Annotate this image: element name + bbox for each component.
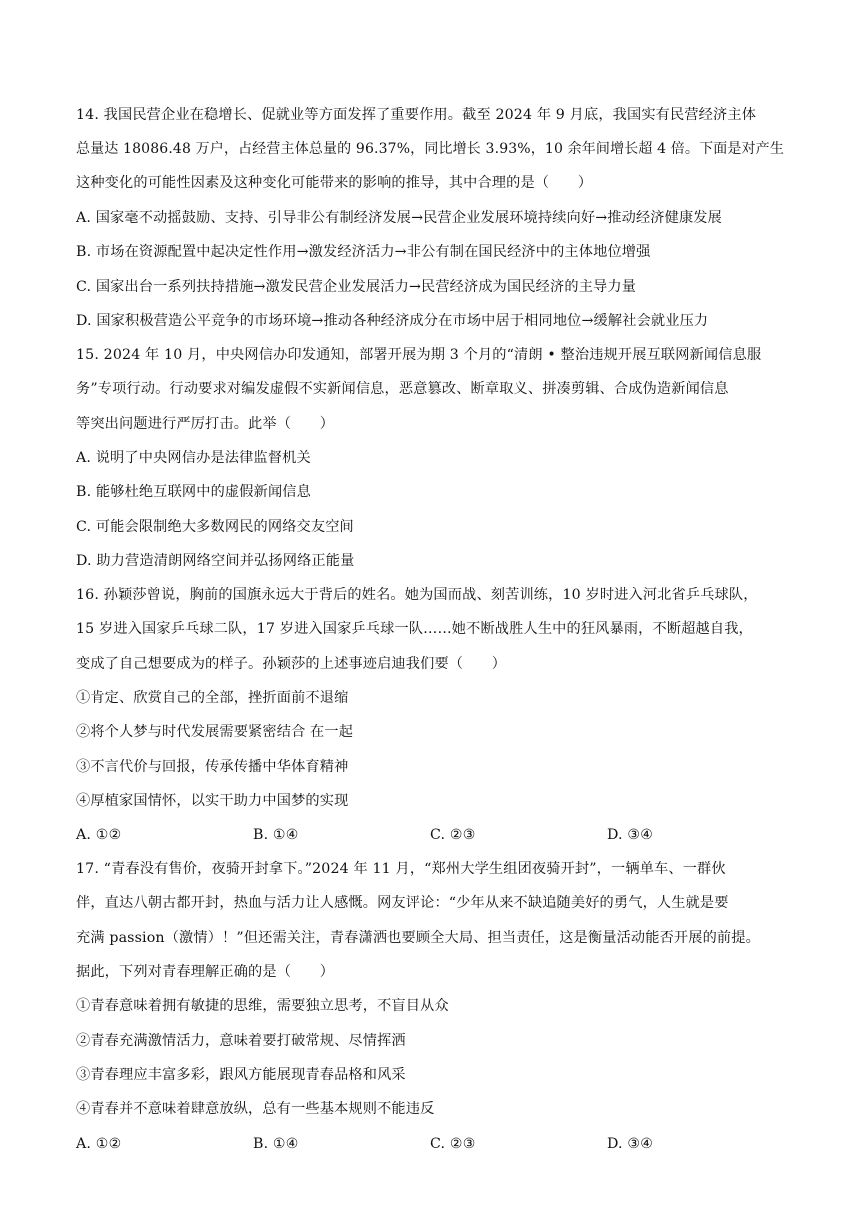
q15-option-a[interactable]: A. 说明了中央网信办是法律监督机关: [76, 450, 311, 466]
q17-stem-line-2: 伴，直达八朝古都开封，热血与活力让人感慨。网友评论：“少年从来不缺追随美好的勇气，人生就是要: [76, 895, 729, 911]
q14-option-d[interactable]: D. 国家积极营造公平竞争的市场环境→推动各种经济成分在市场中居于相同地位→缓解社会就业压力: [76, 313, 709, 329]
q14-option-c[interactable]: C. 国家出台一系列扶持措施→激发民营企业发展活力→民营经济成为国民经济的主导力量: [76, 279, 637, 295]
q17-stem-line-4: 据此，下列对青春理解正确的是（ ）: [76, 964, 335, 980]
q15-stem-line-3: 等突出问题进行严厉打击。此举（ ）: [76, 416, 335, 432]
q15-option-d[interactable]: D. 助力营造清朗网络空间并弘扬网络正能量: [76, 553, 355, 569]
q16-choice-b[interactable]: B. ①④: [253, 827, 299, 843]
q17-statement-3: ③青春理应丰富多彩，跟风方能展现青春品格和风采: [76, 1067, 406, 1083]
q15-option-c[interactable]: C. 可能会限制绝大多数网民的网络交友空间: [76, 519, 354, 535]
q17-choice-d[interactable]: D. ③④: [607, 1136, 654, 1152]
q16-stem-line-1: 16. 孙颖莎曾说，胸前的国旗永远大于背后的姓名。她为国而战、刻苦训练，10 岁时进入河北省乒乓球队，: [76, 587, 758, 603]
q17-choice-b[interactable]: B. ①④: [253, 1136, 299, 1152]
q16-stem-line-2: 15 岁进入国家乒乓球二队，17 岁进入国家乒乓球一队……她不断战胜人生中的狂风暴雨，不断超越自我，: [76, 621, 753, 637]
q16-statement-1: ①肯定、欣赏自己的全部，挫折面前不退缩: [76, 690, 349, 706]
q15-stem-line-1: 15. 2024 年 10 月，中央网信办印发通知，部署开展为期 3 个月的“清朗 • 整治违规开展互联网新闻信息服: [76, 347, 762, 363]
q14-stem-line-2: 总量达 18086.48 万户，占经营主体总量的 96.37%，同比增长 3.93%，10 余年间增长超 4 倍。下面是对产生: [76, 141, 784, 157]
q15-option-b[interactable]: B. 能够杜绝互联网中的虚假新闻信息: [76, 484, 311, 500]
q17-stem-line-3: 充满 passion（激情）！”但还需关注，青春潇洒也要顾全大局、担当责任，这是衡量活动能否开展的前提。: [76, 930, 760, 946]
q14-stem-line-3: 这种变化的可能性因素及这种变化可能带来的影响的推导，其中合理的是（ ）: [76, 175, 593, 191]
q14-stem-line-1: 14. 我国民营企业在稳增长、促就业等方面发挥了重要作用。截至 2024 年 9 月底，我国实有民营经济主体: [76, 107, 757, 123]
q14-option-a[interactable]: A. 国家毫不动摇鼓励、支持、引导非公有制经济发展→民营企业发展环境持续向好→推动经济健康发展: [76, 210, 722, 226]
q14-option-b[interactable]: B. 市场在资源配置中起决定性作用→激发经济活力→非公有制在国民经济中的主体地位增强: [76, 244, 651, 260]
q17-stem-line-1: 17. “青春没有售价，夜骑开封拿下。”2024 年 11 月，“郑州大学生组团夜骑开封”，一辆单车、一群伙: [76, 861, 726, 877]
q16-statement-3: ③不言代价与回报，传承传播中华体育精神: [76, 759, 349, 775]
q15-stem-line-2: 务”专项行动。行动要求对编发虚假不实新闻信息，恶意篡改、断章取义、拼凑剪辑、合成伪造新闻信息: [76, 381, 729, 397]
q17-statement-2: ②青春充满激情活力，意味着要打破常规、尽情挥洒: [76, 1033, 406, 1049]
q17-statement-4: ④青春并不意味着肆意放纵，总有一些基本规则不能违反: [76, 1101, 435, 1117]
q17-choice-c[interactable]: C. ②③: [430, 1136, 476, 1152]
q16-statement-2: ②将个人梦与时代发展需要紧密结合 在一起: [76, 724, 354, 740]
q16-choice-a[interactable]: A. ①②: [76, 827, 122, 843]
q16-choice-d[interactable]: D. ③④: [607, 827, 654, 843]
q17-choice-a[interactable]: A. ①②: [76, 1136, 122, 1152]
q16-statement-4: ④厚植家国情怀，以实干助力中国梦的实现: [76, 793, 349, 809]
q16-stem-line-3: 变成了自己想要成为的样子。孙颖莎的上述事迹启迪我们要（ ）: [76, 656, 507, 672]
q16-choice-c[interactable]: C. ②③: [430, 827, 476, 843]
q17-statement-1: ①青春意味着拥有敏捷的思维，需要独立思考，不盲目从众: [76, 998, 449, 1014]
